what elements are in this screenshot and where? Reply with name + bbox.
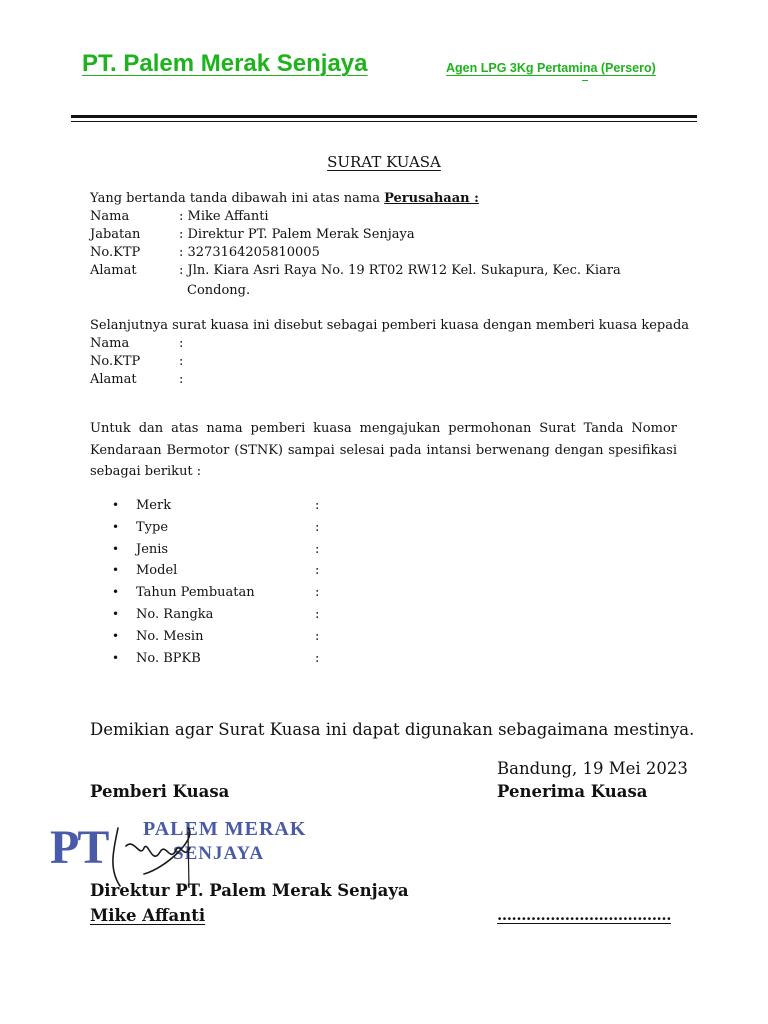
intro-text: Yang bertanda tanda dibawah ini atas nama [90,191,385,206]
grantee-label-ktp: No.KTP [90,354,141,369]
spec-label-type: Type [136,520,169,535]
bullet-icon: • [112,563,120,577]
spec-value-model: : [315,563,320,578]
spec-label-mesin: No. Mesin [136,629,204,644]
intro-line [90,191,479,206]
header-rule-thin [71,121,697,122]
spec-value-mesin: : [315,629,320,644]
grantee-intro: Selanjutnya surat kuasa ini disebut sebagai pemberi kuasa dengan memberi kuasa kepada [90,318,690,333]
spec-value-rangka: : [315,607,320,622]
grantee-value-nama: : [179,336,184,351]
tagline-dash [582,80,588,81]
grantor-value-nama: : Mike Affanti [179,209,269,224]
spec-value-type: : [315,520,320,535]
spec-value-tahun: : [315,585,320,600]
bullet-icon: • [112,542,120,556]
grantor-label-nama: Nama [90,209,130,224]
stamp-line2: SENJAYA [173,843,265,864]
stamp-pt-text: PT [50,821,108,874]
grantor-heading: Pemberi Kuasa [90,782,230,801]
grantor-value-alamat: : Jln. Kiara Asri Raya No. 19 RT02 RW12 Kel. Sukapura, Kec. Kiara [179,263,621,278]
bullet-icon: • [112,520,120,534]
grantee-value-ktp: : [179,354,184,369]
spec-value-merk: : [315,498,320,513]
bullet-icon: • [112,629,120,643]
grantee-value-alamat: : [179,372,184,387]
grantee-signature-blank: ……………………………… [497,906,671,924]
header-rule-thick [71,115,697,118]
grantee-heading: Penerima Kuasa [497,782,648,801]
bullet-icon: • [112,585,120,599]
grantor-value-jabatan: : Direktur PT. Palem Merak Senjaya [179,227,415,242]
spec-label-model: Model [136,563,178,578]
spec-value-jenis: : [315,542,320,557]
grantor-alamat-continuation: Condong. [187,283,251,298]
grantor-label-jabatan: Jabatan [90,227,141,242]
bullet-icon: • [112,607,120,621]
spec-label-jenis: Jenis [136,542,169,557]
signature-date: Bandung, 19 Mei 2023 [497,759,688,778]
grantor-name: Mike Affanti [90,906,206,925]
closing-statement: Demikian agar Surat Kuasa ini dapat digunakan sebagaimana mestinya. [90,720,695,739]
company-tagline: Agen LPG 3Kg Pertamina (Persero) [446,61,656,75]
stamp-line1: PALEM MERAK [143,818,307,840]
spec-label-merk: Merk [136,498,172,513]
document-title: SURAT KUASA [327,153,441,171]
purpose-paragraph: Untuk dan atas nama pemberi kuasa mengajukan permohonan Surat Tanda Nomor Kendaraan Bermotor (STNK) sampai selesai pada intansi berwenang dengan spesifikasi sebagai berikut : [90,421,677,479]
grantor-value-ktp: : 3273164205810005 [179,245,320,260]
grantor-title: Direktur PT. Palem Merak Senjaya [90,881,409,900]
spec-label-tahun: Tahun Pembuatan [136,585,255,600]
spec-label-bpkb: No. BPKB [136,651,201,666]
spec-label-rangka: No. Rangka [136,607,214,622]
intro-emphasis: Perusahaan : [384,191,479,206]
grantor-label-ktp: No.KTP [90,245,141,260]
bullet-icon: • [112,498,120,512]
bullet-icon: • [112,651,120,665]
grantee-label-alamat: Alamat [90,372,137,387]
grantor-label-alamat: Alamat [90,263,137,278]
grantee-label-nama: Nama [90,336,130,351]
signature-stroke [188,832,189,888]
spec-value-bpkb: : [315,651,320,666]
company-name: PT. Palem Merak Senjaya [82,50,368,77]
